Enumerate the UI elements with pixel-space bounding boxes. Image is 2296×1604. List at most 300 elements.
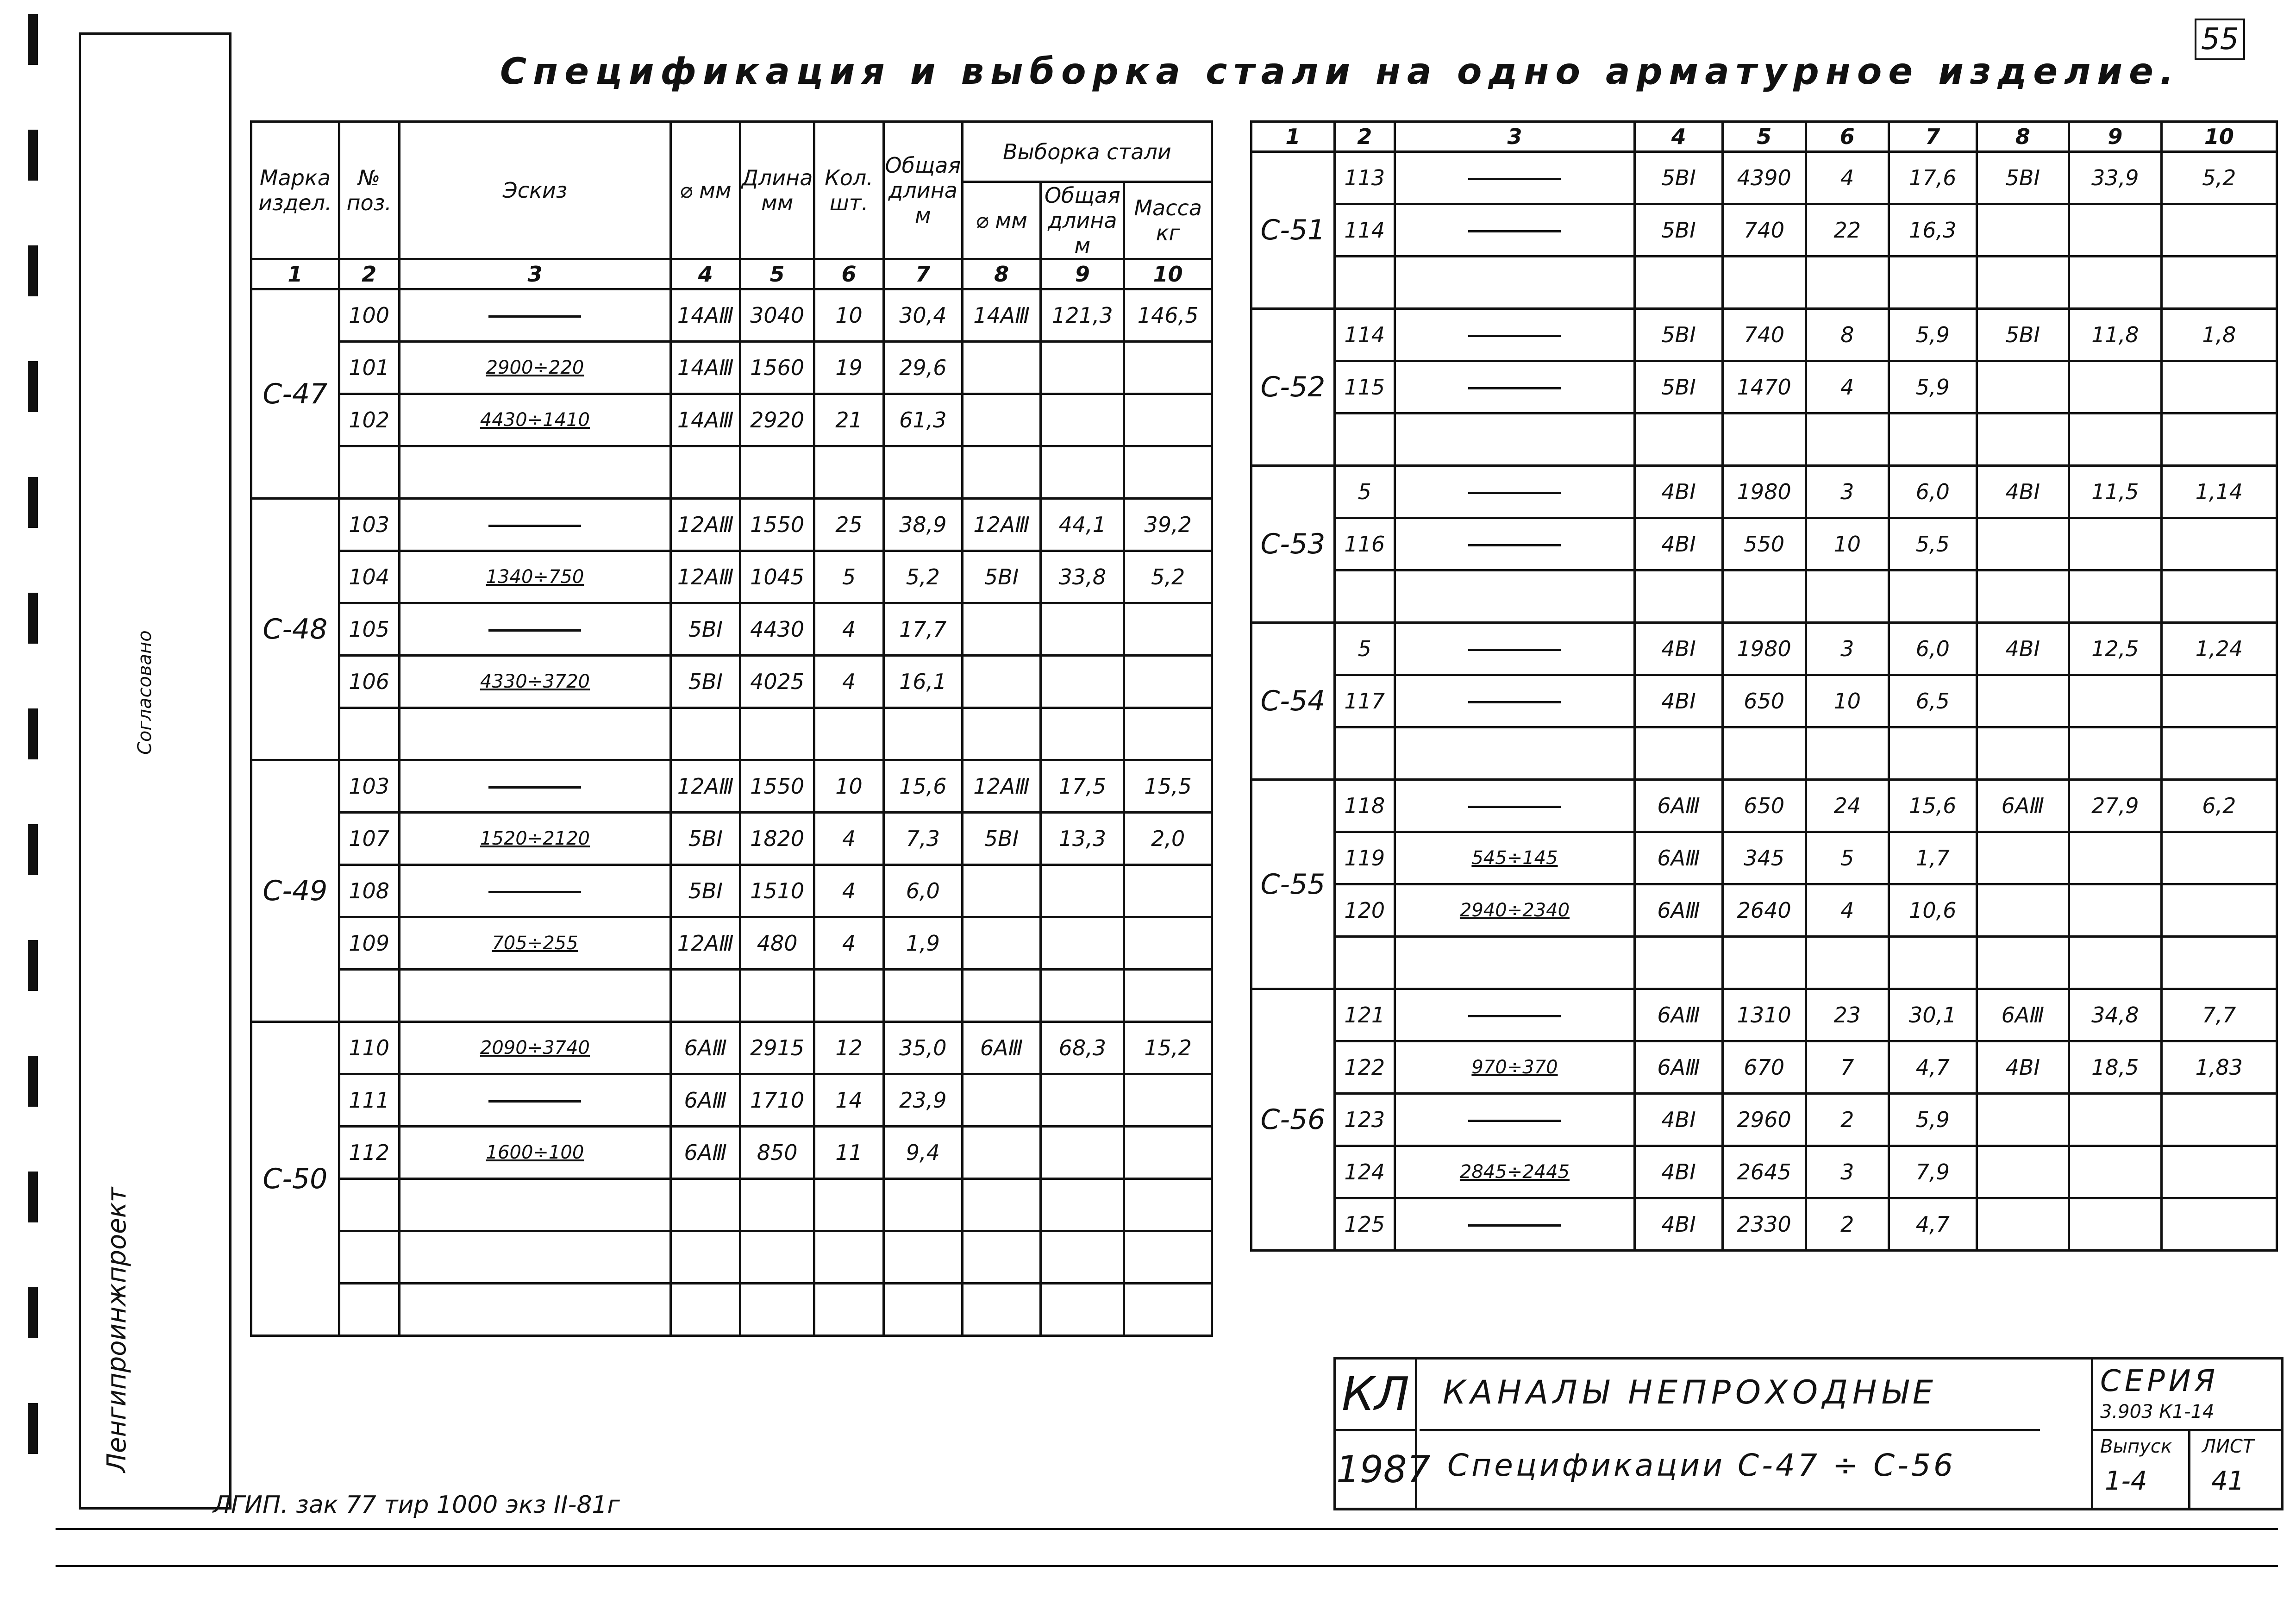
- selection-mass-cell: 15,5: [1124, 760, 1212, 813]
- length-cell: 1980: [1722, 466, 1806, 518]
- length-cell: 345: [1722, 832, 1806, 884]
- selection-mass-cell: [2161, 361, 2277, 414]
- total-length-cell: 4,7: [1889, 1198, 1977, 1251]
- length-cell: 3040: [740, 289, 814, 342]
- length-cell: 2645: [1722, 1146, 1806, 1198]
- selection-mass-cell: 1,8: [2161, 309, 2277, 361]
- sketch-cell: [1395, 152, 1635, 204]
- table-row: [1251, 1094, 2277, 1146]
- sketch-cell: [399, 865, 671, 917]
- sketch-cell: [1395, 414, 1635, 466]
- spec-table-right: [1250, 120, 2278, 1252]
- selection-diameter-cell: 6АⅢ: [1977, 989, 2069, 1041]
- column-number: 9: [1041, 259, 1124, 289]
- quantity-cell: 21: [814, 394, 884, 446]
- selection-diameter-cell: 12АⅢ: [962, 760, 1041, 813]
- selection-length-cell: 33,8: [1041, 551, 1124, 603]
- sketch-cell: [399, 708, 671, 760]
- series-value: 3.903 К1-14: [2100, 1401, 2215, 1422]
- diameter-cell: 6АⅢ: [671, 1022, 740, 1074]
- position-cell: 104: [339, 551, 399, 603]
- total-length-cell: 23,9: [883, 1074, 962, 1127]
- total-length-cell: 6,0: [1889, 466, 1977, 518]
- diameter-cell: 5ВⅠ: [671, 656, 740, 708]
- bar-sketch-line: [488, 525, 581, 527]
- table-row: [1251, 466, 2277, 518]
- total-length-cell: 5,9: [1889, 309, 1977, 361]
- column-number: 9: [2069, 122, 2162, 152]
- bar-sketch-line: [1468, 335, 1561, 337]
- quantity-cell: [1806, 257, 1889, 309]
- selection-diameter-cell: 5ВⅠ: [1977, 152, 2069, 204]
- diameter-cell: 4ВⅠ: [1635, 518, 1723, 570]
- quantity-cell: 11: [814, 1127, 884, 1179]
- sheet-value: 41: [2211, 1466, 2245, 1496]
- table-row: [1251, 884, 2277, 937]
- diameter-cell: 12АⅢ: [671, 760, 740, 813]
- position-cell: 125: [1334, 1198, 1395, 1251]
- total-length-cell: [883, 708, 962, 760]
- quantity-cell: 3: [1806, 623, 1889, 675]
- position-cell: 113: [1334, 152, 1395, 204]
- position-cell: 123: [1334, 1094, 1395, 1146]
- length-cell: [1722, 727, 1806, 780]
- length-cell: [740, 708, 814, 760]
- selection-length-cell: [1041, 865, 1124, 917]
- length-cell: 2920: [740, 394, 814, 446]
- quantity-cell: 22: [1806, 204, 1889, 257]
- selection-mass-cell: [2161, 570, 2277, 623]
- selection-mass-cell: 2,0: [1124, 813, 1212, 865]
- bent-bar-sketch-label: 2940÷2340: [1459, 900, 1570, 921]
- length-cell: 1550: [740, 499, 814, 551]
- col-header-mark: Марка издел.: [251, 122, 339, 259]
- selection-diameter-cell: [962, 656, 1041, 708]
- diameter-cell: 6АⅢ: [671, 1074, 740, 1127]
- position-cell: 102: [339, 394, 399, 446]
- selection-length-cell: 68,3: [1041, 1022, 1124, 1074]
- selection-mass-cell: 7,7: [2161, 989, 2277, 1041]
- selection-mass-cell: [1124, 1179, 1212, 1231]
- selection-mass-cell: [2161, 832, 2277, 884]
- total-length-cell: [1889, 727, 1977, 780]
- position-cell: 100: [339, 289, 399, 342]
- selection-diameter-cell: [1977, 1146, 2069, 1198]
- col-header-diam: ⌀ мм: [671, 122, 740, 259]
- table-row: [1251, 152, 2277, 204]
- quantity-cell: 7: [1806, 1041, 1889, 1094]
- selection-mass-cell: [1124, 917, 1212, 970]
- selection-diameter-cell: [962, 1127, 1041, 1179]
- sketch-cell: [1395, 518, 1635, 570]
- sketch-cell: [1395, 884, 1635, 937]
- bar-sketch-line: [1468, 806, 1561, 808]
- selection-diameter-cell: 6АⅢ: [1977, 780, 2069, 832]
- diameter-cell: [1635, 937, 1723, 989]
- quantity-cell: [814, 1179, 884, 1231]
- table-row: [1251, 1198, 2277, 1251]
- length-cell: 550: [1722, 518, 1806, 570]
- total-length-cell: [1889, 257, 1977, 309]
- length-cell: [740, 970, 814, 1022]
- table-row: [251, 1179, 1212, 1231]
- length-cell: [1722, 257, 1806, 309]
- position-cell: 103: [339, 760, 399, 813]
- quantity-cell: 4: [814, 813, 884, 865]
- column-number: 1: [1251, 122, 1335, 152]
- table-row: [251, 1022, 1212, 1074]
- selection-mass-cell: [1124, 603, 1212, 656]
- selection-length-cell: 34,8: [2069, 989, 2162, 1041]
- selection-mass-cell: [1124, 970, 1212, 1022]
- diameter-cell: 6АⅢ: [1635, 780, 1723, 832]
- diameter-cell: 4ВⅠ: [1635, 623, 1723, 675]
- selection-diameter-cell: [962, 603, 1041, 656]
- bar-sketch-line: [1468, 1120, 1561, 1122]
- table-row: [1251, 518, 2277, 570]
- bent-bar-sketch-label: 1340÷750: [486, 566, 584, 588]
- title-block: [1333, 1357, 2283, 1510]
- sketch-cell: [1395, 727, 1635, 780]
- total-length-cell: 17,6: [1889, 152, 1977, 204]
- quantity-cell: 8: [1806, 309, 1889, 361]
- diameter-cell: 12АⅢ: [671, 551, 740, 603]
- selection-mass-cell: [2161, 1146, 2277, 1198]
- item-mark: С-47: [251, 289, 339, 499]
- length-cell: 2915: [740, 1022, 814, 1074]
- selection-mass-cell: [2161, 414, 2277, 466]
- table-row: [1251, 989, 2277, 1041]
- sketch-cell: [399, 917, 671, 970]
- total-length-cell: [1889, 570, 1977, 623]
- total-length-cell: 16,1: [883, 656, 962, 708]
- selection-length-cell: [2069, 361, 2162, 414]
- total-length-cell: 5,2: [883, 551, 962, 603]
- table-row: [251, 1231, 1212, 1284]
- bent-bar-sketch-label: 1520÷2120: [480, 828, 590, 849]
- page-number: 55: [2195, 19, 2245, 60]
- selection-length-cell: [1041, 970, 1124, 1022]
- column-number: 8: [1977, 122, 2069, 152]
- quantity-cell: [1806, 570, 1889, 623]
- position-cell: 121: [1334, 989, 1395, 1041]
- series-label: СЕРИЯ: [2100, 1364, 2219, 1398]
- selection-diameter-cell: 5ВⅠ: [962, 813, 1041, 865]
- sketch-cell: [1395, 623, 1635, 675]
- length-cell: [740, 1179, 814, 1231]
- column-number: 4: [1635, 122, 1723, 152]
- selection-length-cell: 11,8: [2069, 309, 2162, 361]
- sketch-cell: [1395, 937, 1635, 989]
- selection-length-cell: 13,3: [1041, 813, 1124, 865]
- selection-length-cell: [2069, 414, 2162, 466]
- total-length-cell: 9,4: [883, 1127, 962, 1179]
- table-row: [251, 342, 1212, 394]
- stamp-year: 1987: [1336, 1431, 1417, 1508]
- item-mark: С-55: [1251, 780, 1335, 989]
- selection-diameter-cell: 6АⅢ: [962, 1022, 1041, 1074]
- column-number: 8: [962, 259, 1041, 289]
- quantity-cell: [814, 708, 884, 760]
- sketch-cell: [399, 1127, 671, 1179]
- selection-length-cell: [1041, 917, 1124, 970]
- length-cell: 480: [740, 917, 814, 970]
- bar-sketch-line: [488, 786, 581, 789]
- sketch-cell: [399, 394, 671, 446]
- bent-bar-sketch-label: 2900÷220: [486, 357, 584, 378]
- total-length-cell: [883, 1231, 962, 1284]
- position-cell: [339, 970, 399, 1022]
- selection-diameter-cell: [1977, 204, 2069, 257]
- table-row: [251, 499, 1212, 551]
- selection-diameter-cell: 5ВⅠ: [1977, 309, 2069, 361]
- selection-diameter-cell: [1977, 1094, 2069, 1146]
- position-cell: 117: [1334, 675, 1395, 727]
- total-length-cell: 29,6: [883, 342, 962, 394]
- selection-mass-cell: [2161, 204, 2277, 257]
- col-header-sketch: Эскиз: [399, 122, 671, 259]
- position-cell: 105: [339, 603, 399, 656]
- selection-length-cell: [2069, 1094, 2162, 1146]
- bent-bar-sketch-label: 1600÷100: [486, 1142, 584, 1163]
- length-cell: [740, 1231, 814, 1284]
- sketch-cell: [399, 1074, 671, 1127]
- bent-bar-sketch-label: 970÷370: [1471, 1057, 1558, 1078]
- length-cell: [740, 446, 814, 499]
- quantity-cell: 3: [1806, 466, 1889, 518]
- sketch-cell: [399, 1284, 671, 1336]
- total-length-cell: 7,9: [1889, 1146, 1977, 1198]
- table-row: [251, 865, 1212, 917]
- item-mark: С-48: [251, 499, 339, 760]
- selection-mass-cell: 6,2: [2161, 780, 2277, 832]
- sketch-cell: [1395, 466, 1635, 518]
- quantity-cell: 24: [1806, 780, 1889, 832]
- table-row: [1251, 570, 2277, 623]
- bar-sketch-line: [1468, 649, 1561, 651]
- selection-diameter-cell: [1977, 937, 2069, 989]
- selection-diameter-cell: [962, 970, 1041, 1022]
- quantity-cell: 2: [1806, 1198, 1889, 1251]
- selection-diameter-cell: 12АⅢ: [962, 499, 1041, 551]
- table-row: [251, 813, 1212, 865]
- bar-sketch-line: [488, 891, 581, 893]
- selection-diameter-cell: [1977, 518, 2069, 570]
- quantity-cell: 25: [814, 499, 884, 551]
- quantity-cell: 10: [1806, 675, 1889, 727]
- column-number: 10: [1124, 259, 1212, 289]
- total-length-cell: 6,0: [1889, 623, 1977, 675]
- col-header-selection: Выборка стали: [962, 122, 1212, 182]
- item-mark: С-53: [1251, 466, 1335, 623]
- length-cell: 4430: [740, 603, 814, 656]
- quantity-cell: 4: [1806, 361, 1889, 414]
- table-row: [1251, 257, 2277, 309]
- selection-length-cell: [2069, 727, 2162, 780]
- selection-diameter-cell: [962, 708, 1041, 760]
- total-length-cell: 15,6: [883, 760, 962, 813]
- selection-length-cell: [2069, 884, 2162, 937]
- table-row: [251, 760, 1212, 813]
- table-row: [1251, 780, 2277, 832]
- column-number: 6: [1806, 122, 1889, 152]
- sketch-cell: [1395, 675, 1635, 727]
- table-row: [1251, 832, 2277, 884]
- length-cell: [1722, 570, 1806, 623]
- selection-length-cell: 33,9: [2069, 152, 2162, 204]
- diameter-cell: [1635, 570, 1723, 623]
- selection-mass-cell: 5,2: [1124, 551, 1212, 603]
- col-header-sel-diam: ⌀ мм: [962, 182, 1041, 259]
- sketch-cell: [1395, 361, 1635, 414]
- quantity-cell: 3: [1806, 1146, 1889, 1198]
- diameter-cell: 5ВⅠ: [1635, 309, 1723, 361]
- selection-mass-cell: [1124, 446, 1212, 499]
- selection-diameter-cell: [962, 446, 1041, 499]
- issue-value: 1-4: [2105, 1466, 2147, 1496]
- diameter-cell: 6АⅢ: [1635, 832, 1723, 884]
- stamp-code: КЛ: [1336, 1360, 1417, 1431]
- position-cell: [339, 708, 399, 760]
- quantity-cell: 4: [1806, 152, 1889, 204]
- selection-length-cell: [2069, 832, 2162, 884]
- org-name: Ленгипроинжпроект: [102, 1187, 132, 1472]
- total-length-cell: 17,7: [883, 603, 962, 656]
- sketch-cell: [1395, 1094, 1635, 1146]
- selection-length-cell: [1041, 1127, 1124, 1179]
- item-mark: С-52: [1251, 309, 1335, 466]
- selection-diameter-cell: [1977, 257, 2069, 309]
- total-length-cell: 1,9: [883, 917, 962, 970]
- sketch-cell: [1395, 1041, 1635, 1094]
- total-length-cell: 4,7: [1889, 1041, 1977, 1094]
- quantity-cell: [814, 1284, 884, 1336]
- selection-mass-cell: 1,83: [2161, 1041, 2277, 1094]
- table-row: [1251, 309, 2277, 361]
- sketch-cell: [399, 656, 671, 708]
- selection-mass-cell: [2161, 518, 2277, 570]
- position-cell: 111: [339, 1074, 399, 1127]
- col-header-length: Длина мм: [740, 122, 814, 259]
- position-cell: [339, 446, 399, 499]
- diameter-cell: 5ВⅠ: [671, 813, 740, 865]
- sketch-cell: [399, 499, 671, 551]
- sketch-cell: [1395, 989, 1635, 1041]
- bent-bar-sketch-label: 2090÷3740: [480, 1037, 590, 1059]
- selection-mass-cell: [1124, 1231, 1212, 1284]
- selection-diameter-cell: [962, 394, 1041, 446]
- print-footer: ЛГИП. зак 77 тир 1000 экз II-81г: [213, 1491, 620, 1519]
- selection-mass-cell: [2161, 1094, 2277, 1146]
- col-header-total-length: Общая длина м: [883, 122, 962, 259]
- table-row: [1251, 1041, 2277, 1094]
- diameter-cell: 4ВⅠ: [1635, 1198, 1723, 1251]
- selection-mass-cell: 39,2: [1124, 499, 1212, 551]
- quantity-cell: 4: [814, 603, 884, 656]
- table-row: [1251, 414, 2277, 466]
- position-cell: [339, 1231, 399, 1284]
- table-row: [251, 1127, 1212, 1179]
- position-cell: 124: [1334, 1146, 1395, 1198]
- quantity-cell: 10: [814, 760, 884, 813]
- selection-length-cell: [2069, 937, 2162, 989]
- table-row: [251, 970, 1212, 1022]
- position-cell: [1334, 727, 1395, 780]
- length-cell: [1722, 937, 1806, 989]
- diameter-cell: 5ВⅠ: [1635, 204, 1723, 257]
- total-length-cell: 15,6: [1889, 780, 1977, 832]
- selection-length-cell: [2069, 675, 2162, 727]
- length-cell: 1710: [740, 1074, 814, 1127]
- sketch-cell: [1395, 204, 1635, 257]
- total-length-cell: [883, 446, 962, 499]
- bent-bar-sketch-label: 4430÷1410: [480, 409, 590, 431]
- length-cell: 670: [1722, 1041, 1806, 1094]
- selection-mass-cell: [2161, 884, 2277, 937]
- length-cell: 4390: [1722, 152, 1806, 204]
- selection-mass-cell: [1124, 1074, 1212, 1127]
- diameter-cell: [1635, 727, 1723, 780]
- length-cell: [740, 1284, 814, 1336]
- diameter-cell: [671, 1179, 740, 1231]
- sketch-cell: [399, 813, 671, 865]
- table-row: [251, 446, 1212, 499]
- column-number: 7: [883, 259, 962, 289]
- selection-mass-cell: [1124, 1127, 1212, 1179]
- sketch-cell: [399, 342, 671, 394]
- table-row: [251, 708, 1212, 760]
- col-header-sel-length: Общая длина м: [1041, 182, 1124, 259]
- length-cell: 650: [1722, 780, 1806, 832]
- length-cell: 1820: [740, 813, 814, 865]
- diameter-cell: 14АⅢ: [671, 342, 740, 394]
- total-length-cell: [1889, 414, 1977, 466]
- item-mark: С-49: [251, 760, 339, 1022]
- selection-diameter-cell: 4ВⅠ: [1977, 1041, 2069, 1094]
- column-number: 2: [339, 259, 399, 289]
- total-length-cell: [883, 1179, 962, 1231]
- spec-table-left: [250, 120, 1213, 1337]
- selection-length-cell: 11,5: [2069, 466, 2162, 518]
- bent-bar-sketch-label: 705÷255: [492, 933, 578, 954]
- sketch-cell: [1395, 257, 1635, 309]
- table-row: [1251, 937, 2277, 989]
- selection-length-cell: 27,9: [2069, 780, 2162, 832]
- diameter-cell: 4ВⅠ: [1635, 1146, 1723, 1198]
- column-number: 2: [1334, 122, 1395, 152]
- position-cell: 119: [1334, 832, 1395, 884]
- table-row: [251, 917, 1212, 970]
- quantity-cell: 4: [814, 656, 884, 708]
- selection-diameter-cell: 14АⅢ: [962, 289, 1041, 342]
- total-length-cell: 5,9: [1889, 1094, 1977, 1146]
- selection-mass-cell: 15,2: [1124, 1022, 1212, 1074]
- selection-mass-cell: [2161, 727, 2277, 780]
- selection-diameter-cell: 4ВⅠ: [1977, 466, 2069, 518]
- position-cell: 118: [1334, 780, 1395, 832]
- selection-diameter-cell: 4ВⅠ: [1977, 623, 2069, 675]
- sketch-cell: [1395, 832, 1635, 884]
- quantity-cell: 14: [814, 1074, 884, 1127]
- quantity-cell: 23: [1806, 989, 1889, 1041]
- selection-length-cell: [1041, 394, 1124, 446]
- diameter-cell: [671, 708, 740, 760]
- sketch-cell: [399, 551, 671, 603]
- selection-length-cell: [2069, 257, 2162, 309]
- column-number-row: [251, 259, 1212, 289]
- selection-length-cell: [2069, 570, 2162, 623]
- quantity-cell: 4: [814, 865, 884, 917]
